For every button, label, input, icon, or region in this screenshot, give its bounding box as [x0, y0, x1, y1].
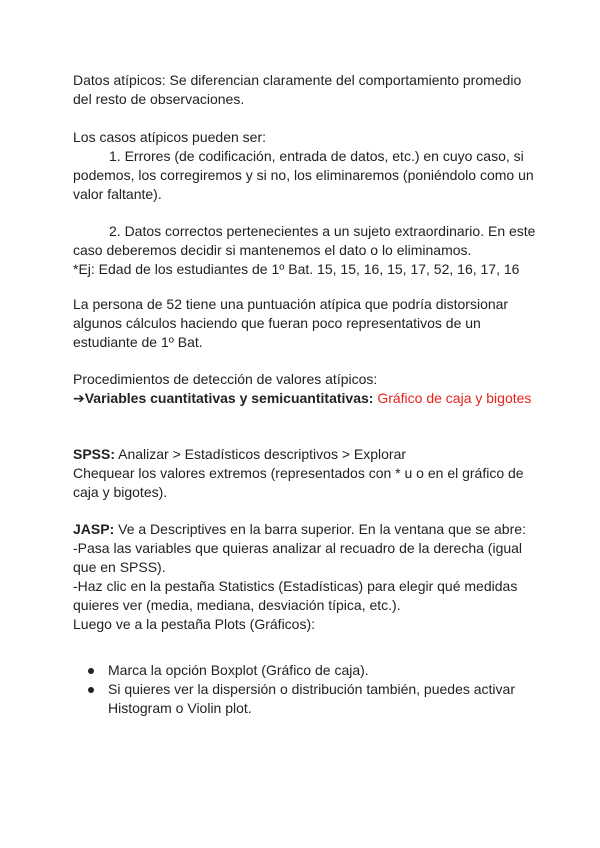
persona-52-paragraph: La persona de 52 tiene una puntuación atípica que podría distorsionar algunos cálculos haciendo que fueran poco representativos de un estudiante de 1º Bat. [73, 296, 509, 350]
list-item: Si quieres ver la dispersión o distribución también, puedes activar Histogram o Violin plot. [73, 680, 543, 718]
procedures-title: Procedimientos de detección de valores atípicos: [73, 371, 378, 387]
variables-line [73, 389, 543, 408]
spss-label: SPSS: [73, 446, 116, 462]
spss-section [73, 445, 543, 502]
jasp-intro-line [73, 520, 543, 539]
variables-label: Variables cuantitativas y semicuantitativas: [84, 390, 374, 406]
cases-section [73, 128, 543, 204]
atipicos-definition: Datos atípicos: Se diferencian claramente del comportamiento promedio del resto de observaciones. [73, 72, 522, 107]
case-2: 2. Datos correctos pertenecientes a un sujeto extraordinario. En este caso deberemos decidir si mantenemos el dato o lo eliminamos. [73, 223, 536, 258]
boxplot-method: Gráfico de caja y bigotes [377, 390, 532, 406]
outlier-explanation [73, 295, 543, 352]
spss-path: Analizar > Estadísticos descriptivos > Explorar [118, 446, 407, 462]
jasp-step-1: -Pasa las variables que quieras analizar al recuadro de la derecha (igual que en SPSS). [73, 540, 523, 575]
jasp-step-2: -Haz clic en la pestaña Statistics (Estadísticas) para elegir qué medidas quieres ver (media, mediana, desviación típica, etc.). [73, 578, 518, 613]
case-2-section [73, 222, 543, 279]
bullet-icon [88, 668, 94, 674]
procedures-section [73, 370, 543, 408]
list-item: Marca la opción Boxplot (Gráfico de caja). [73, 661, 543, 680]
spss-path-line [73, 445, 543, 464]
jasp-label: JASP: [73, 521, 115, 537]
jasp-step-3: Luego ve a la pestaña Plots (Gráficos): [73, 616, 316, 632]
bullet-icon [88, 687, 94, 693]
cases-title: Los casos atípicos pueden ser: [73, 129, 267, 145]
spss-detail: Chequear los valores extremos (representados con * u o en el gráfico de caja y bigotes). [73, 465, 524, 500]
example-line: *Ej: Edad de los estudiantes de 1º Bat. 15, 15, 16, 15, 17, 52, 16, 17, 16 [73, 261, 520, 277]
definition-paragraph [73, 71, 543, 109]
case-1: 1. Errores (de codificación, entrada de datos, etc.) en cuyo caso, si podemos, los corregiremos y si no, los eliminaremos (poniéndolo como un valor faltante). [73, 148, 534, 202]
arrow-icon: ➔ [73, 390, 85, 406]
jasp-intro: Ve a Descriptives en la barra superior. En la ventana que se abre: [118, 521, 526, 537]
plots-bullet-list [73, 661, 543, 718]
jasp-section [73, 520, 543, 634]
